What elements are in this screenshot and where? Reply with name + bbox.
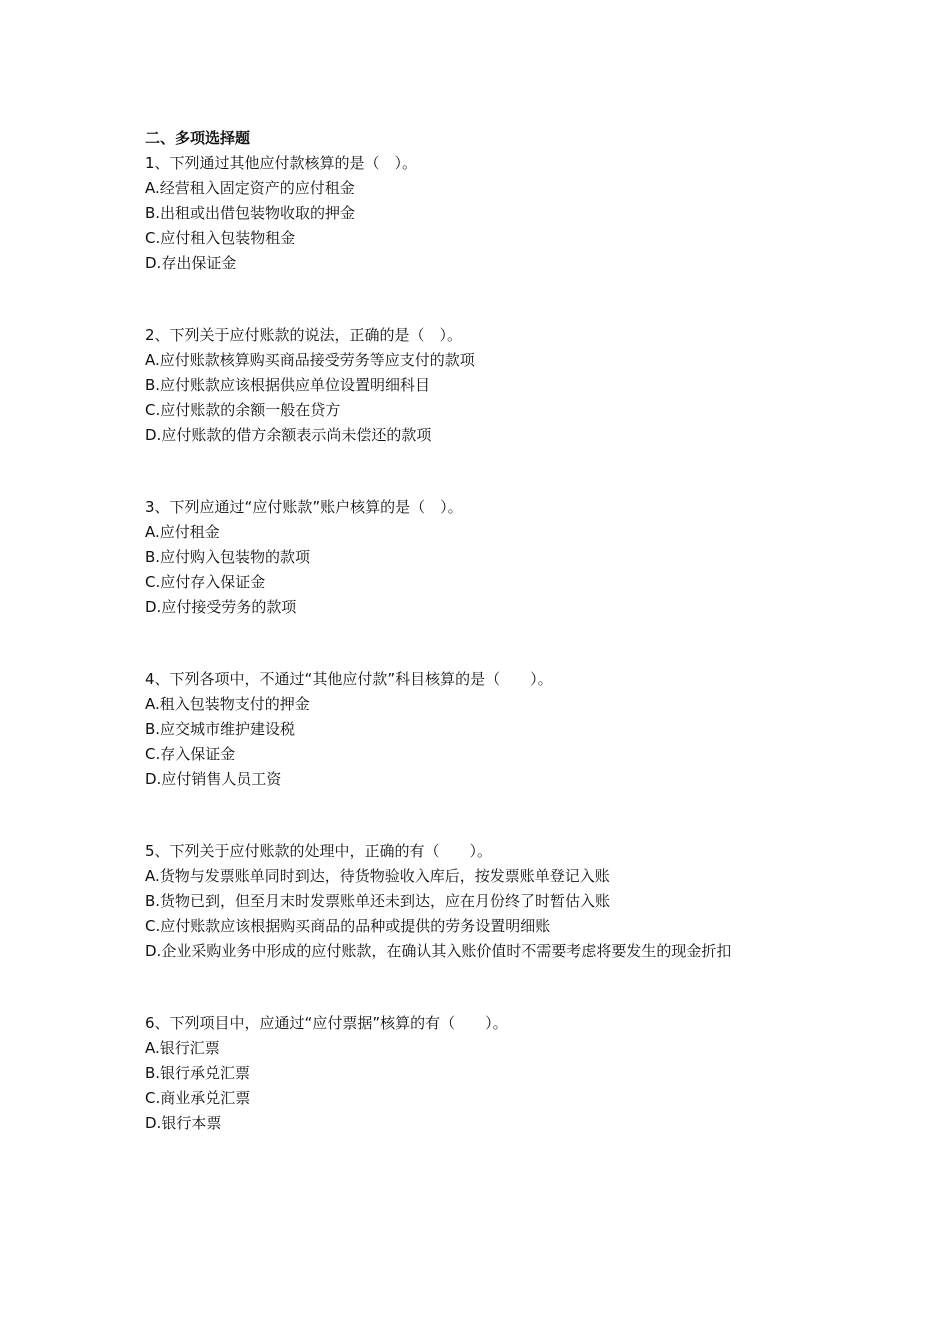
question-stem: 4、下列各项中，不通过“其他应付款”科目核算的是（ ）。 [145, 670, 553, 688]
question-5 [145, 839, 845, 964]
question-option-c: C.应付账款应该根据购买商品的品种或提供的劳务设置明细账 [145, 917, 551, 935]
question-option-b: B.应付账款应该根据供应单位设置明细科目 [145, 376, 431, 394]
question-option-a: A.应付租金 [145, 523, 220, 541]
question-option-d: D.企业采购业务中形成的应付账款，在确认其入账价值时不需要考虑将要发生的现金折扣 [145, 942, 732, 960]
question-option-d: D.银行本票 [145, 1114, 222, 1132]
question-2 [145, 323, 845, 448]
question-option-b: B.货物已到，但至月末时发票账单还未到达，应在月份终了时暂估入账 [145, 892, 611, 910]
question-option-a: A.经营租入固定资产的应付租金 [145, 179, 355, 197]
question-4 [145, 667, 845, 792]
question-option-d: D.应付账款的借方余额表示尚未偿还的款项 [145, 426, 432, 444]
question-option-c: C.应付租入包装物租金 [145, 229, 296, 247]
question-3 [145, 495, 845, 620]
question-option-d: D.存出保证金 [145, 254, 237, 272]
question-stem: 3、下列应通过“应付账款”账户核算的是（ ）。 [145, 498, 463, 516]
question-option-c: C.存入保证金 [145, 745, 236, 763]
question-option-b: B.应付购入包装物的款项 [145, 548, 311, 566]
question-option-a: A.银行汇票 [145, 1039, 220, 1057]
question-option-b: B.银行承兑汇票 [145, 1064, 251, 1082]
question-6 [145, 1011, 845, 1136]
question-list [145, 151, 845, 1136]
section-title: 二、多项选择题 [145, 129, 251, 147]
question-1 [145, 151, 845, 276]
question-stem: 1、下列通过其他应付款核算的是（ ）。 [145, 154, 418, 172]
document-content [145, 126, 845, 1136]
question-option-d: D.应付接受劳务的款项 [145, 598, 297, 616]
question-stem: 2、下列关于应付账款的说法，正确的是（ ）。 [145, 326, 463, 344]
question-stem: 6、下列项目中，应通过“应付票据”核算的有（ ）。 [145, 1014, 508, 1032]
question-option-b: B.应交城市维护建设税 [145, 720, 296, 738]
question-option-a: A.货物与发票账单同时到达，待货物验收入库后，按发票账单登记入账 [145, 867, 610, 885]
question-option-d: D.应付销售人员工资 [145, 770, 282, 788]
question-option-c: C.商业承兑汇票 [145, 1089, 251, 1107]
question-option-a: A.租入包装物支付的押金 [145, 695, 310, 713]
question-option-b: B.出租或出借包装物收取的押金 [145, 204, 356, 222]
question-option-a: A.应付账款核算购买商品接受劳务等应支付的款项 [145, 351, 475, 369]
question-option-c: C.应付存入保证金 [145, 573, 266, 591]
question-stem: 5、下列关于应付账款的处理中，正确的有（ ）。 [145, 842, 493, 860]
question-option-c: C.应付账款的余额一般在贷方 [145, 401, 341, 419]
